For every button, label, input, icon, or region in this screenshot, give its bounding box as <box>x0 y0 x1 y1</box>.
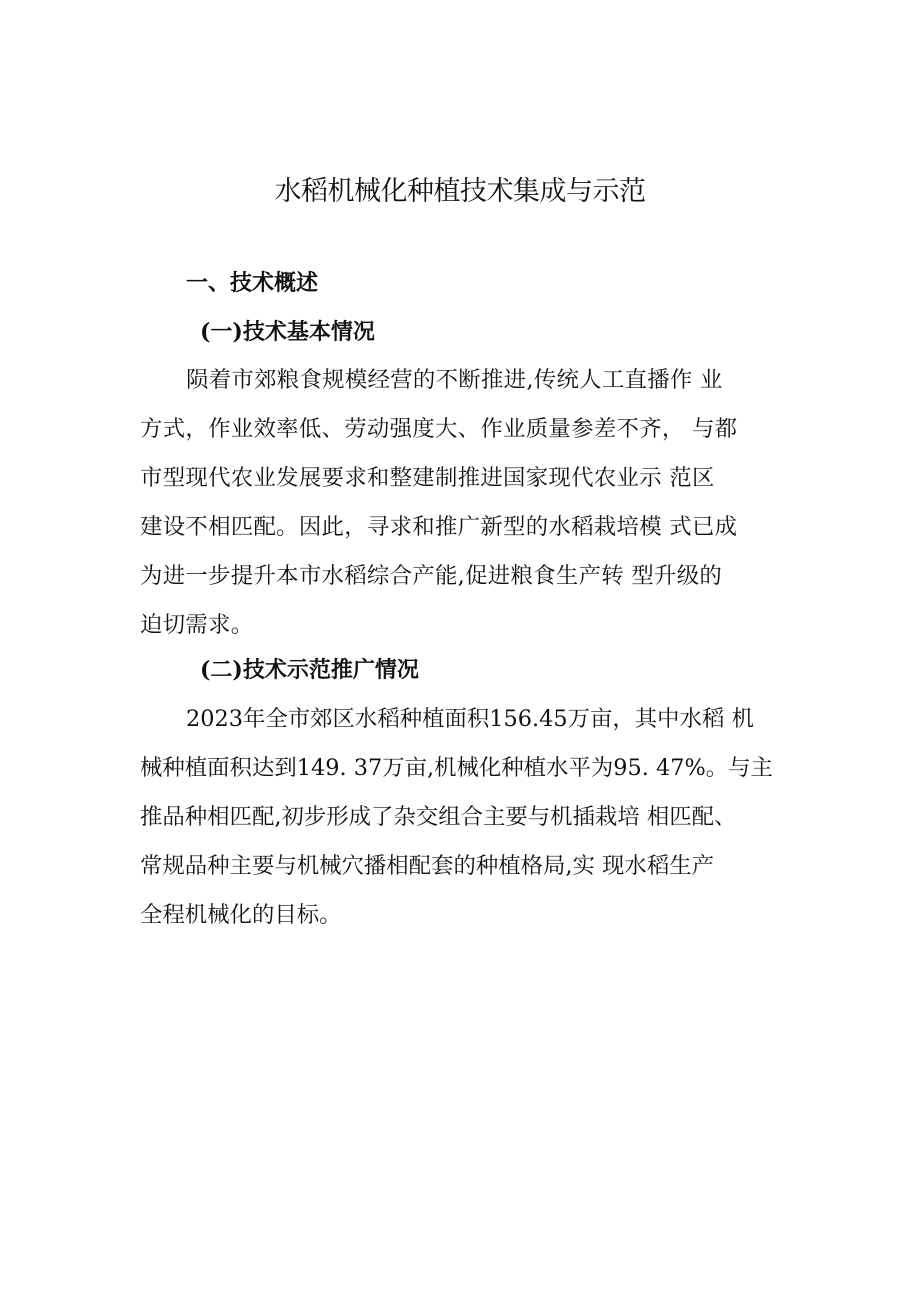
paragraph-line: 市型现代农业发展要求和整建制推进国家现代农业示 范区 <box>140 465 715 491</box>
paragraph-line: 迫切需求。 <box>140 612 254 638</box>
paragraph-line: 常规品种主要与机械穴播相配套的种植格局,实 现水稻生产 <box>140 853 714 879</box>
subsection-heading-basic-situation: (一)技术基本情况 <box>200 319 375 345</box>
section-heading-overview: 一、技术概述 <box>186 271 319 296</box>
paragraph-demonstration <box>140 695 790 940</box>
paragraph-line: 全程机械化的目标。 <box>140 902 342 928</box>
subsection-heading-demonstration: (二)技术示范推广情况 <box>200 657 419 683</box>
document-title: 水稻机械化种植技术集成与示范 <box>274 176 646 207</box>
paragraph-line: 陨着市郊粮食规模经营的不断推进,传统人工直播作 业 <box>186 367 723 393</box>
paragraph-line: 2023年全市郊区水稻种植面积156.45万亩，其中水稻 机 <box>186 706 754 732</box>
paragraph-line: 方式，作业效率低、劳动强度大、作业质量参差不齐， 与都 <box>140 416 738 442</box>
paragraph-line: 为进一步提升本市水稻综合产能,促进粮食生产转 型升级的 <box>140 563 723 589</box>
paragraph-line: 械种植面积达到149. 37万亩,机械化种植水平为95. 47%。与主 <box>140 755 773 781</box>
paragraph-basic-situation <box>140 356 790 650</box>
paragraph-line: 建设不相匹配。因此，寻求和推广新型的水稻栽培模 式已成 <box>140 514 738 540</box>
paragraph-line: 推品种相匹配,初步形成了杂交组合主要与机插栽培 相匹配、 <box>140 804 737 830</box>
